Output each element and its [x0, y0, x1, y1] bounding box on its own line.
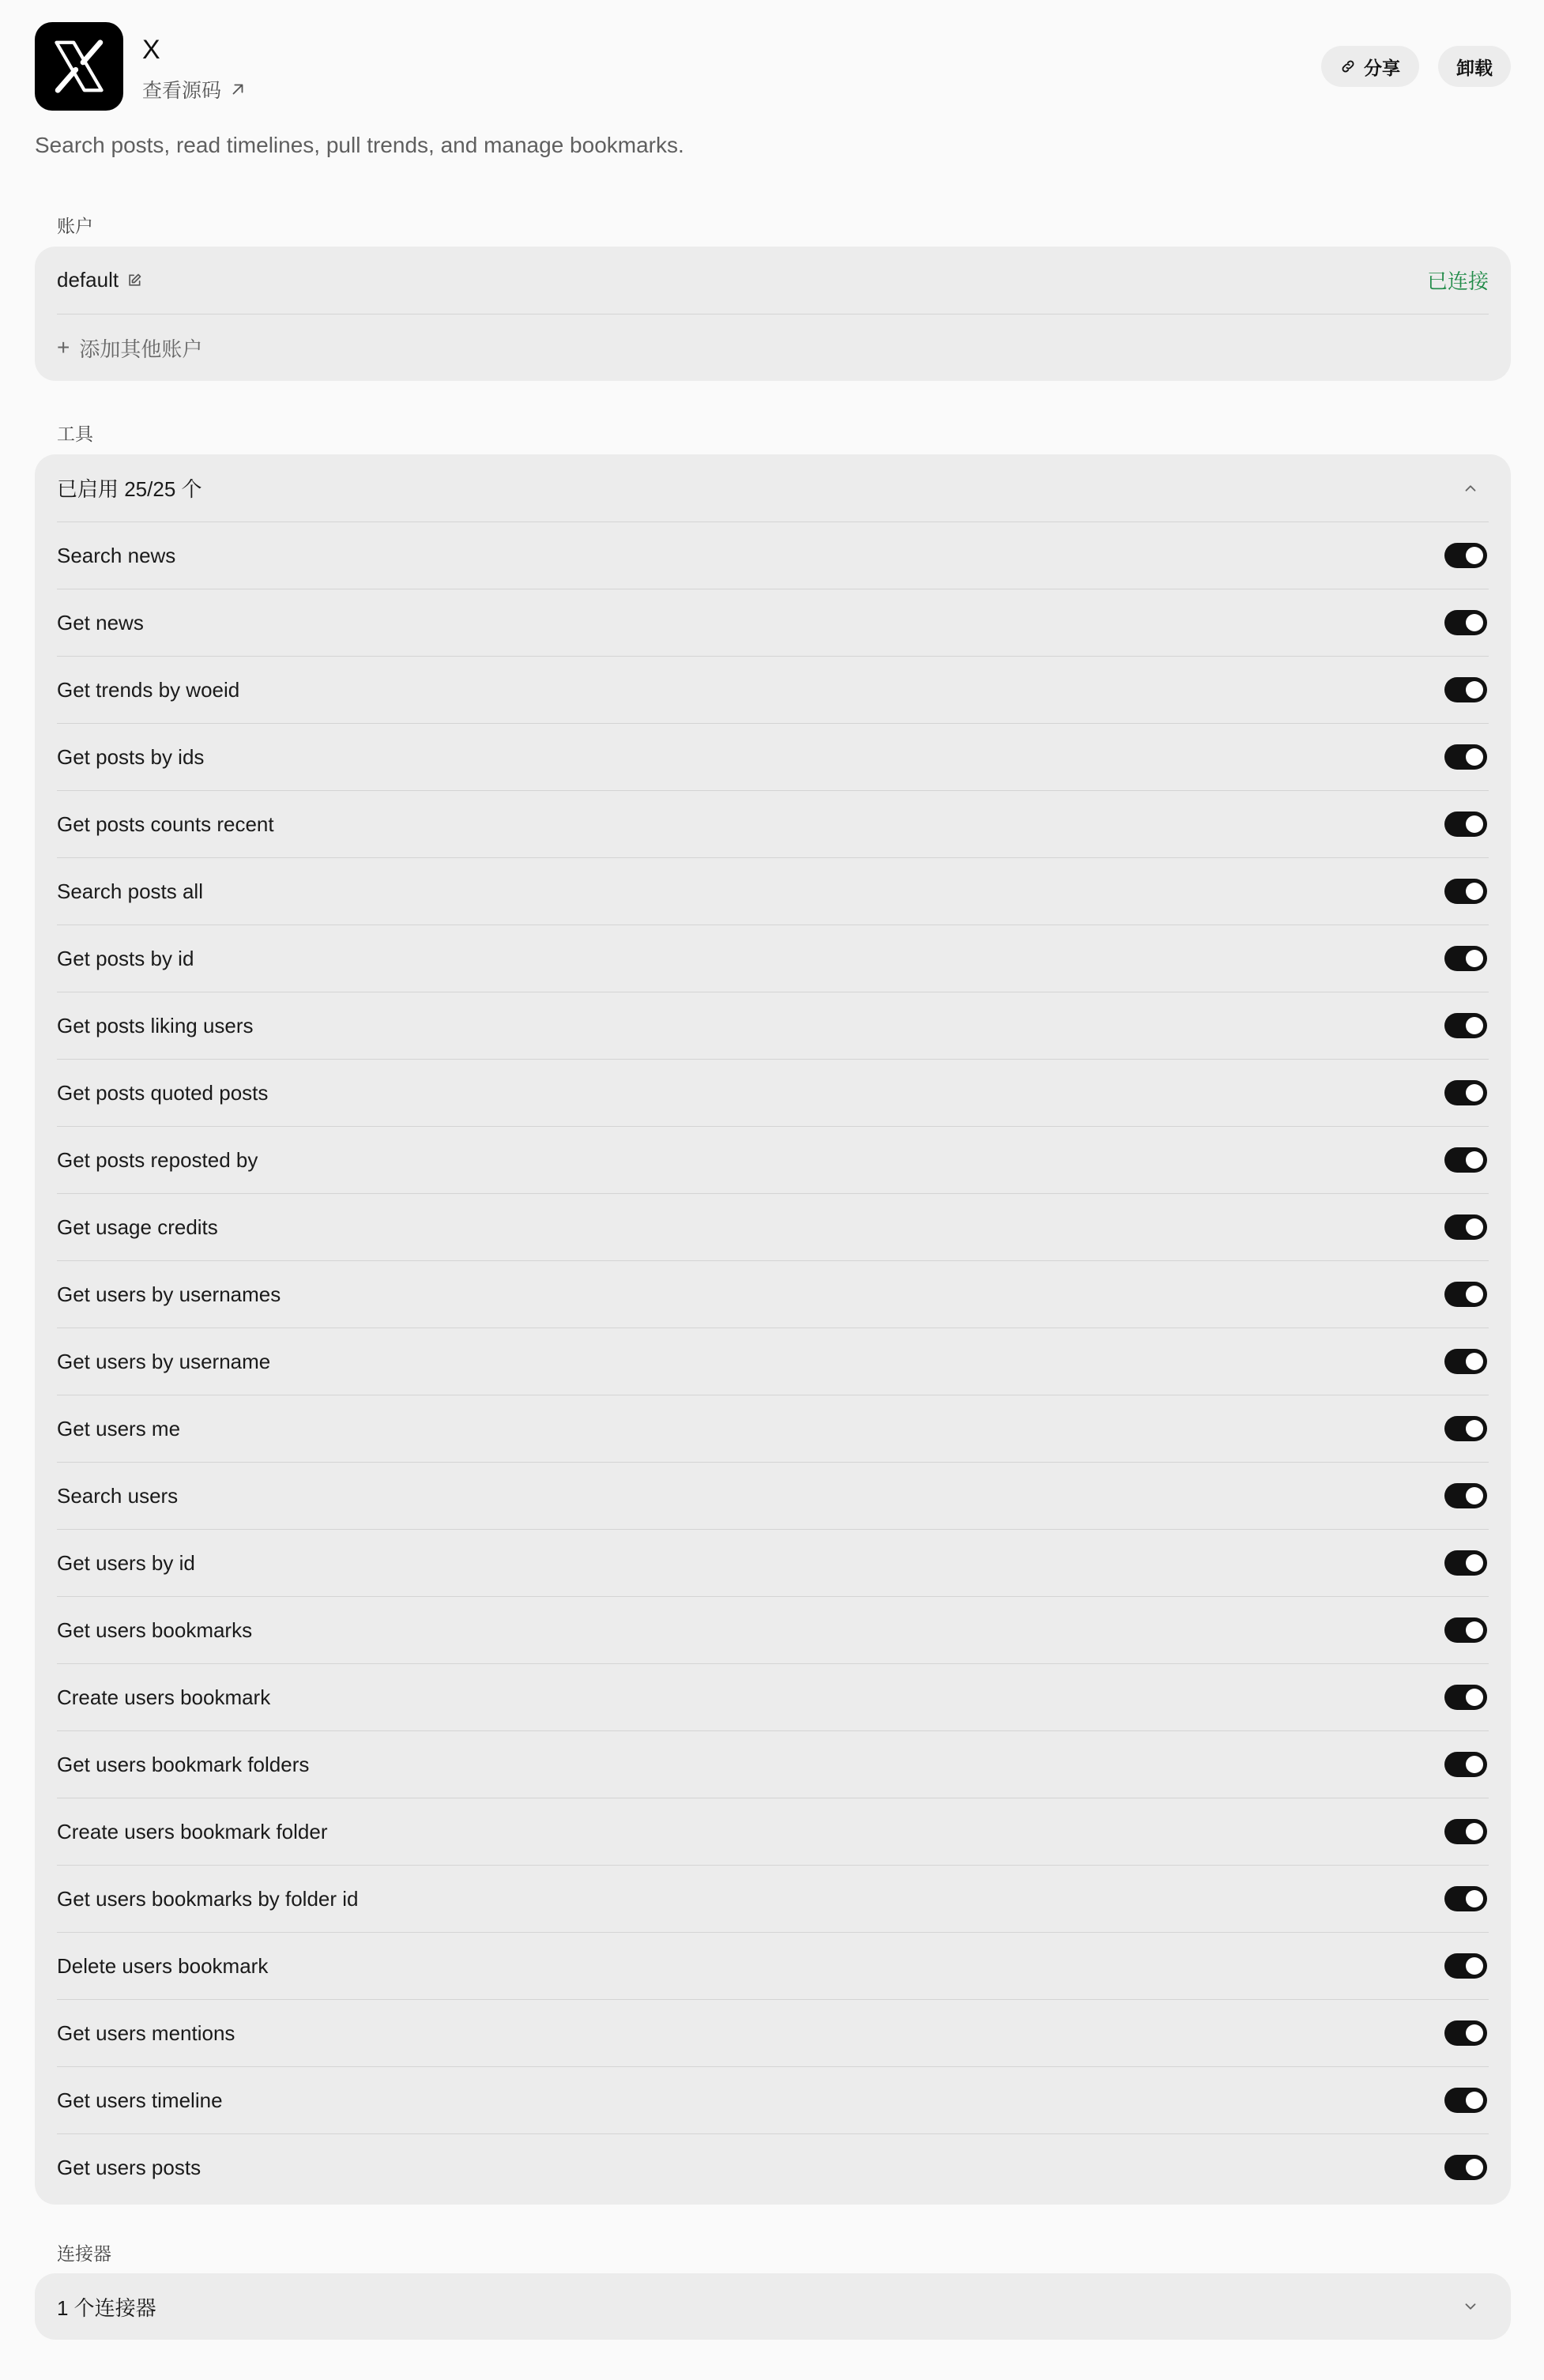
tool-label: Get users by id — [57, 1550, 195, 1575]
tool-row — [57, 1932, 1489, 1999]
tool-label: Get users timeline — [57, 2088, 223, 2112]
tool-row — [57, 1865, 1489, 1932]
tool-label: Get usage credits — [57, 1214, 218, 1239]
uninstall-button[interactable]: 卸载 — [1438, 46, 1511, 87]
tool-toggle[interactable] — [1444, 1147, 1487, 1173]
tool-row — [57, 925, 1489, 992]
tool-label: Delete users bookmark — [57, 1953, 269, 1978]
accounts-section-label: 账户 — [57, 216, 93, 236]
tool-toggle[interactable] — [1444, 1416, 1487, 1441]
tool-toggle[interactable] — [1444, 879, 1487, 904]
tool-toggle[interactable] — [1444, 1550, 1487, 1576]
tool-row — [57, 2133, 1489, 2201]
tool-label: Get users bookmarks by folder id — [57, 1886, 359, 1911]
tool-row — [57, 1126, 1489, 1193]
tool-row — [57, 589, 1489, 656]
tool-row — [57, 1059, 1489, 1126]
tool-toggle[interactable] — [1444, 2020, 1487, 2046]
tool-label: Get users by username — [57, 1349, 271, 1373]
tool-row — [57, 1999, 1489, 2066]
tool-label: Search news — [57, 543, 176, 567]
tool-label: Get posts liking users — [57, 1013, 254, 1037]
tool-label: Get posts counts recent — [57, 812, 274, 836]
tool-row — [57, 1529, 1489, 1596]
tool-toggle[interactable] — [1444, 1886, 1487, 1911]
tool-row — [57, 1730, 1489, 1798]
account-row-default[interactable] — [57, 247, 1489, 314]
tool-toggle[interactable] — [1444, 1483, 1487, 1508]
tool-toggle[interactable] — [1444, 744, 1487, 770]
tool-label: Get users posts — [57, 2155, 201, 2179]
tool-toggle[interactable] — [1444, 610, 1487, 635]
tool-label: Create users bookmark folder — [57, 1819, 328, 1843]
tool-row — [57, 1596, 1489, 1663]
tool-row — [57, 1395, 1489, 1462]
tool-label: Get news — [57, 610, 144, 635]
app-detail-page — [35, 0, 1511, 2320]
tool-toggle[interactable] — [1444, 1953, 1487, 1979]
tool-label: Create users bookmark — [57, 1685, 271, 1709]
tools-summary: 已启用 25/25 个 — [57, 477, 202, 501]
app-header — [35, 0, 1511, 119]
connectors-section-label: 连接器 — [57, 2243, 111, 2264]
view-source-link[interactable] — [142, 75, 247, 104]
external-arrow-icon — [229, 81, 247, 98]
share-button[interactable] — [1321, 46, 1419, 87]
tool-row — [57, 656, 1489, 723]
tool-row — [57, 790, 1489, 857]
accounts-card — [35, 247, 1511, 381]
tool-row — [57, 857, 1489, 925]
tool-row — [57, 1663, 1489, 1730]
tool-toggle[interactable] — [1444, 1752, 1487, 1777]
plus-icon: + — [57, 335, 70, 360]
edit-icon[interactable] — [126, 273, 142, 288]
tool-toggle[interactable] — [1444, 1013, 1487, 1038]
add-account-label: 添加其他账户 — [79, 337, 203, 361]
tool-label: Get posts reposted by — [57, 1147, 258, 1172]
tool-label: Get users bookmark folders — [57, 1752, 310, 1776]
chevron-up-icon — [1462, 480, 1479, 497]
tool-label: Get posts by id — [57, 946, 194, 970]
tool-row — [57, 2066, 1489, 2133]
tool-row — [57, 1327, 1489, 1395]
tool-row — [57, 992, 1489, 1059]
tool-label: Get users mentions — [57, 2020, 235, 2045]
tool-label: Get posts by ids — [57, 744, 205, 769]
tool-label: Get trends by woeid — [57, 677, 240, 702]
view-source-label: 查看源码 — [142, 80, 222, 102]
tool-toggle[interactable] — [1444, 543, 1487, 568]
connectors-summary-toggle[interactable] — [57, 2273, 1489, 2340]
link-icon — [1340, 58, 1356, 74]
tool-label: Get users by usernames — [57, 1282, 281, 1306]
tool-label: Get users me — [57, 1416, 181, 1440]
tools-card — [35, 454, 1511, 2205]
tool-toggle[interactable] — [1444, 1349, 1487, 1374]
tool-label: Get users bookmarks — [57, 1617, 253, 1642]
tool-toggle[interactable] — [1444, 1214, 1487, 1240]
app-title: X — [142, 35, 160, 65]
x-logo-icon — [35, 22, 123, 111]
connectors-card — [35, 2273, 1511, 2340]
add-account-button[interactable] — [57, 314, 1489, 381]
account-name-label: default — [57, 268, 119, 292]
tool-toggle[interactable] — [1444, 1819, 1487, 1844]
tool-row — [57, 1260, 1489, 1327]
tool-toggle[interactable] — [1444, 1617, 1487, 1643]
tool-toggle[interactable] — [1444, 2088, 1487, 2113]
tool-label: Search users — [57, 1483, 179, 1508]
tool-toggle[interactable] — [1444, 946, 1487, 971]
tool-label: Get posts quoted posts — [57, 1080, 269, 1105]
tool-row — [57, 1462, 1489, 1529]
tool-toggle[interactable] — [1444, 1080, 1487, 1105]
tool-toggle[interactable] — [1444, 677, 1487, 702]
tool-toggle[interactable] — [1444, 2155, 1487, 2180]
tool-row — [57, 1798, 1489, 1865]
tool-toggle[interactable] — [1444, 812, 1487, 837]
tool-toggle[interactable] — [1444, 1685, 1487, 1710]
share-label: 分享 — [1364, 57, 1400, 78]
tool-row — [57, 522, 1489, 589]
tool-toggle[interactable] — [1444, 1282, 1487, 1307]
connection-status-badge: 已连接 — [1426, 269, 1489, 293]
app-description: Search posts, read timelines, pull trends, and manage bookmarks. — [35, 133, 684, 157]
tool-label: Search posts all — [57, 879, 203, 903]
tool-row — [57, 1193, 1489, 1260]
connectors-summary: 1 个连接器 — [57, 2295, 156, 2320]
tools-summary-toggle[interactable] — [57, 454, 1489, 522]
tools-section-label: 工具 — [57, 424, 93, 444]
tool-row — [57, 723, 1489, 790]
chevron-down-icon — [1462, 2298, 1479, 2315]
account-name — [57, 268, 142, 292]
